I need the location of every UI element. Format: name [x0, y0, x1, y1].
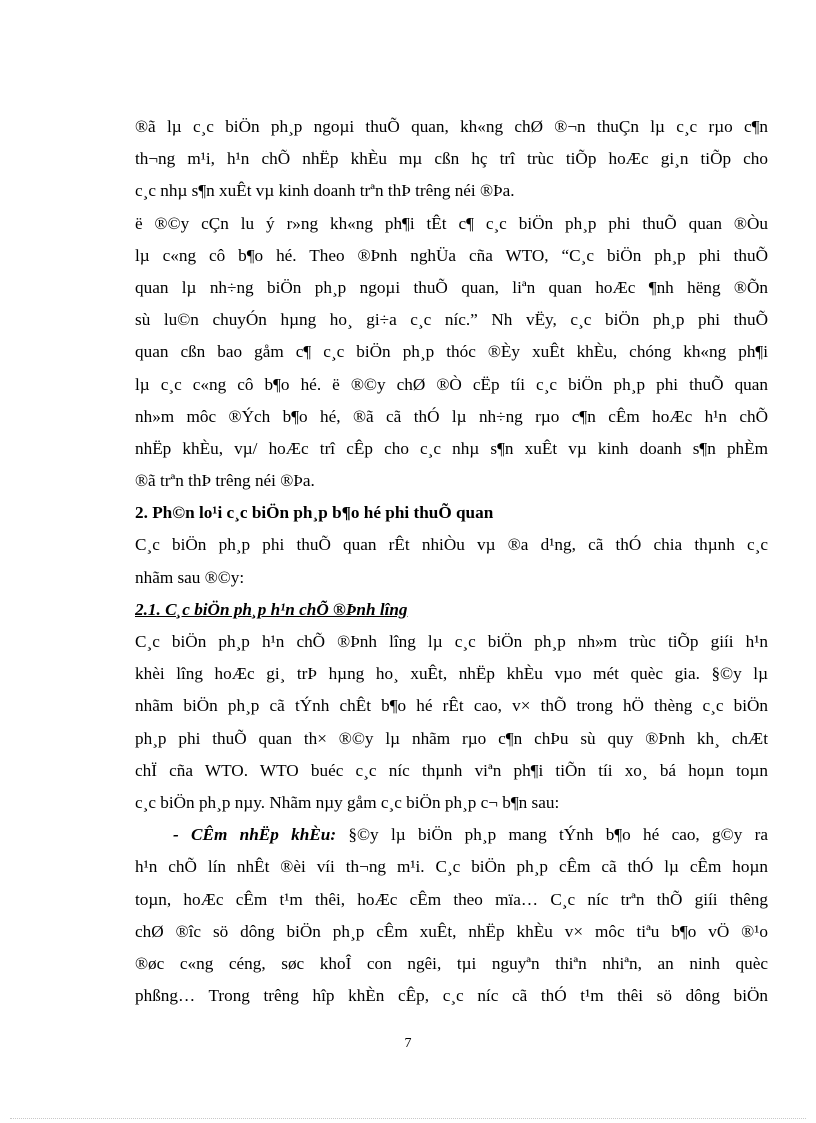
text-line: quan lµ nh÷ng biÖn ph¸p ngoµi thuÕ quan, liªn quan hoÆc ¶nh hëng ®Õn [135, 277, 768, 297]
paragraph-5 [135, 819, 768, 1012]
text-line: C¸c biÖn ph¸p h¹n chÕ ®Þnh lîng lµ c¸c biÖn ph¸p nh»m trùc tiÕp giíi h¹n [135, 632, 768, 651]
term-label: - CÊm nhËp khÈu: [173, 825, 337, 845]
page-bottom-divider [10, 1118, 806, 1119]
paragraph-2 [135, 208, 768, 498]
text-line: ®øc c«ng céng, søc khoÎ con ngêi, tµi nguyªn thiªn nhiªn, an ninh quèc [135, 953, 768, 973]
subsection-heading-2-1: 2.1. C¸c biÖn ph¸p h¹n chÕ ®Þnh lîng [135, 599, 408, 619]
text-line: ®ã lµ c¸c biÖn ph¸p ngoµi thuÕ quan, kh«ng chØ ®¬n thuÇn lµ c¸c rµo c¶n [135, 117, 768, 136]
text-line: ®ã trªn thÞ trêng néi ®Þa. [135, 471, 315, 491]
term-definition: §©y lµ biÖn ph¸p mang tÝnh b¶o hé cao, g©y ra [336, 825, 768, 845]
text-line: sù lu©n chuyÓn hµng ho¸ gi÷a c¸c níc.” Nh vËy, c¸c biÖn ph¸p phi thuÕ [135, 310, 768, 330]
text-line: nhãm biÖn ph¸p cã tÝnh chÊt b¶o hé rÊt cao, v× thÕ trong hÖ thèng c¸c biÖn [135, 696, 768, 716]
text-line: nhËp khÈu, vµ/ hoÆc trî cÊp cho c¸c nhµ s¶n xuÊt vµ kinh doanh s¶n phÈm [135, 438, 768, 458]
text-line: phßng… Trong trêng hîp khÈn cÊp, c¸c níc cã thÓ t¹m thêi sö dông biÖn [135, 986, 768, 1006]
section-heading-2: 2. Ph©n lo¹i c¸c biÖn ph¸p b¶o hé phi thuÕ quan [135, 503, 494, 523]
page-body [135, 111, 768, 1012]
page-number: 7 [404, 1036, 412, 1051]
text-line: toµn, hoÆc cÊm t¹m thêi, hoÆc cÊm theo mïa… C¸c níc trªn thÕ giíi thêng [135, 889, 768, 909]
text-line [135, 819, 768, 851]
text-line: nh»m môc ®Ých b¶o hé, ®ã cã thÓ lµ nh÷ng rµo c¶n cÊm hoÆc h¹n chÕ [135, 406, 768, 426]
text-line: h¹n chÕ lín nhÊt ®èi víi th¬ng m¹i. C¸c biÖn ph¸p cÊm cã thÓ lµ cÊm hoµn [135, 857, 768, 877]
text-line: ë ®©y cÇn lu ý r»ng kh«ng ph¶i tÊt c¶ c¸c biÖn ph¸p phi thuÕ quan ®Òu [135, 213, 768, 233]
text-line: C¸c biÖn ph¸p phi thuÕ quan rÊt nhiÒu vµ ®a d¹ng, cã thÓ chia thµnh c¸c [135, 535, 768, 555]
text-line: khèi lîng hoÆc gi¸ trÞ hµng ho¸ xuÊt, nhËp khÈu vµo mét quèc gia. §©y lµ [135, 664, 768, 684]
text-line: c¸c nhµ s¶n xuÊt vµ kinh doanh trªn thÞ trêng néi ®Þa. [135, 181, 515, 201]
paragraph-1 [135, 111, 768, 208]
text-line: quan cßn bao gåm c¶ c¸c biÖn ph¸p thóc ®Èy xuÊt khÈu, chóng kh«ng ph¶i [135, 342, 768, 362]
text-line: lµ c¸c c«ng cô b¶o hé. ë ®©y chØ ®Ò cËp tíi c¸c biÖn ph¸p phi thuÕ quan [135, 374, 768, 394]
text-line: lµ c«ng cô b¶o hé. Theo ®Þnh nghÜa cña WTO, “C¸c biÖn ph¸p phi thuÕ [135, 245, 768, 265]
text-line: chÏ cña WTO. WTO buéc c¸c níc thµnh viªn ph¶i tiÕn tíi xo¸ bá hoµn toµn [135, 760, 768, 780]
paragraph-4 [135, 626, 768, 819]
text-line: nhãm sau ®©y: [135, 567, 245, 587]
text-line: c¸c biÖn ph¸p nµy. Nhãm nµy gåm c¸c biÖn ph¸p c¬ b¶n sau: [135, 792, 560, 812]
paragraph-3 [135, 529, 768, 593]
text-line: ph¸p phi thuÕ quan th× ®©y lµ nhãm rµo c¶n chÞu sù quy ®Þnh kh¸ chÆt [135, 728, 768, 748]
text-line: chØ ®îc sö dông biÖn ph¸p cÊm xuÊt, nhËp khÈu v× môc tiªu b¶o vÖ ®¹o [135, 921, 768, 941]
text-line: th¬ng m¹i, h¹n chÕ nhËp khÈu mµ cßn hç trî trùc tiÕp hoÆc gi¸n tiÕp cho [135, 149, 768, 169]
